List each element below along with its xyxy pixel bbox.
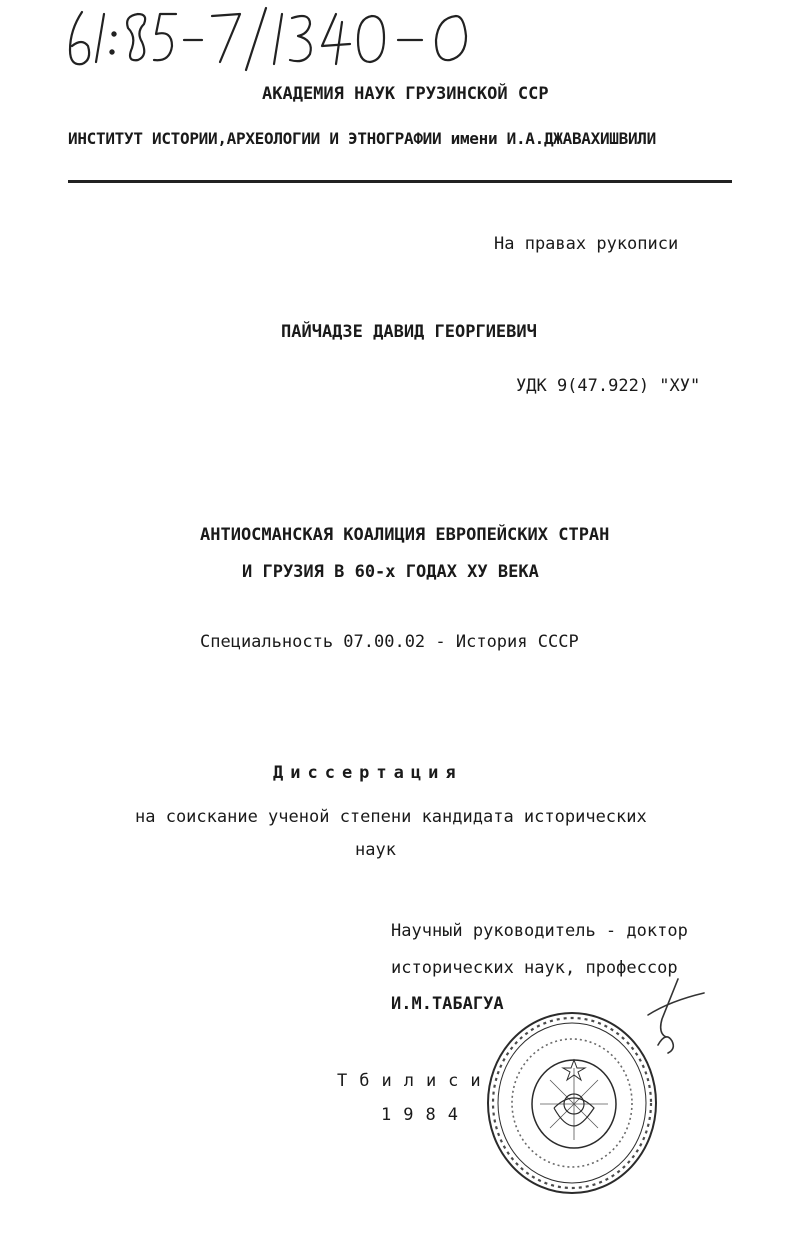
institute-name: ИНСТИТУТ ИСТОРИИ,АРХЕОЛОГИИ И ЭТНОГРАФИИ имени И.А.ДЖАВАХИШВИЛИ	[68, 129, 656, 148]
supervisor-line-1: Научный руководитель - доктор	[391, 921, 688, 941]
header-divider	[68, 180, 732, 183]
city: Тбилиси	[337, 1071, 493, 1091]
author-name: ПАЙЧАДЗЕ ДАВИД ГЕОРГИЕВИЧ	[281, 322, 537, 342]
manuscript-rights-note: На правах рукописи	[494, 234, 679, 254]
institute-seal-stamp-icon	[482, 1008, 662, 1198]
academy-name: АКАДЕМИЯ НАУК ГРУЗИНСКОЙ ССР	[262, 84, 549, 104]
handwritten-archive-number-icon	[60, 0, 480, 80]
degree-purpose-line-2: наук	[355, 840, 396, 860]
dissertation-title-line-2: И ГРУЗИЯ В 60-х ГОДАХ ХУ ВЕКА	[242, 562, 539, 582]
dissertation-title-line-1: АНТИОСМАНСКАЯ КОАЛИЦИЯ ЕВРОПЕЙСКИХ СТРАН	[200, 525, 610, 545]
dissertation-label: Диссертация	[273, 763, 463, 783]
specialty: Специальность 07.00.02 - История СССР	[200, 632, 579, 652]
degree-purpose-line-1: на соискание ученой степени кандидата исторических	[135, 807, 647, 827]
supervisor-line-2: исторических наук, профессор	[391, 958, 678, 978]
year: 1984	[381, 1105, 470, 1125]
udc-code: УДК 9(47.922) "ХУ"	[516, 376, 701, 396]
supervisor-name: И.М.ТАБАГУА	[391, 994, 504, 1014]
